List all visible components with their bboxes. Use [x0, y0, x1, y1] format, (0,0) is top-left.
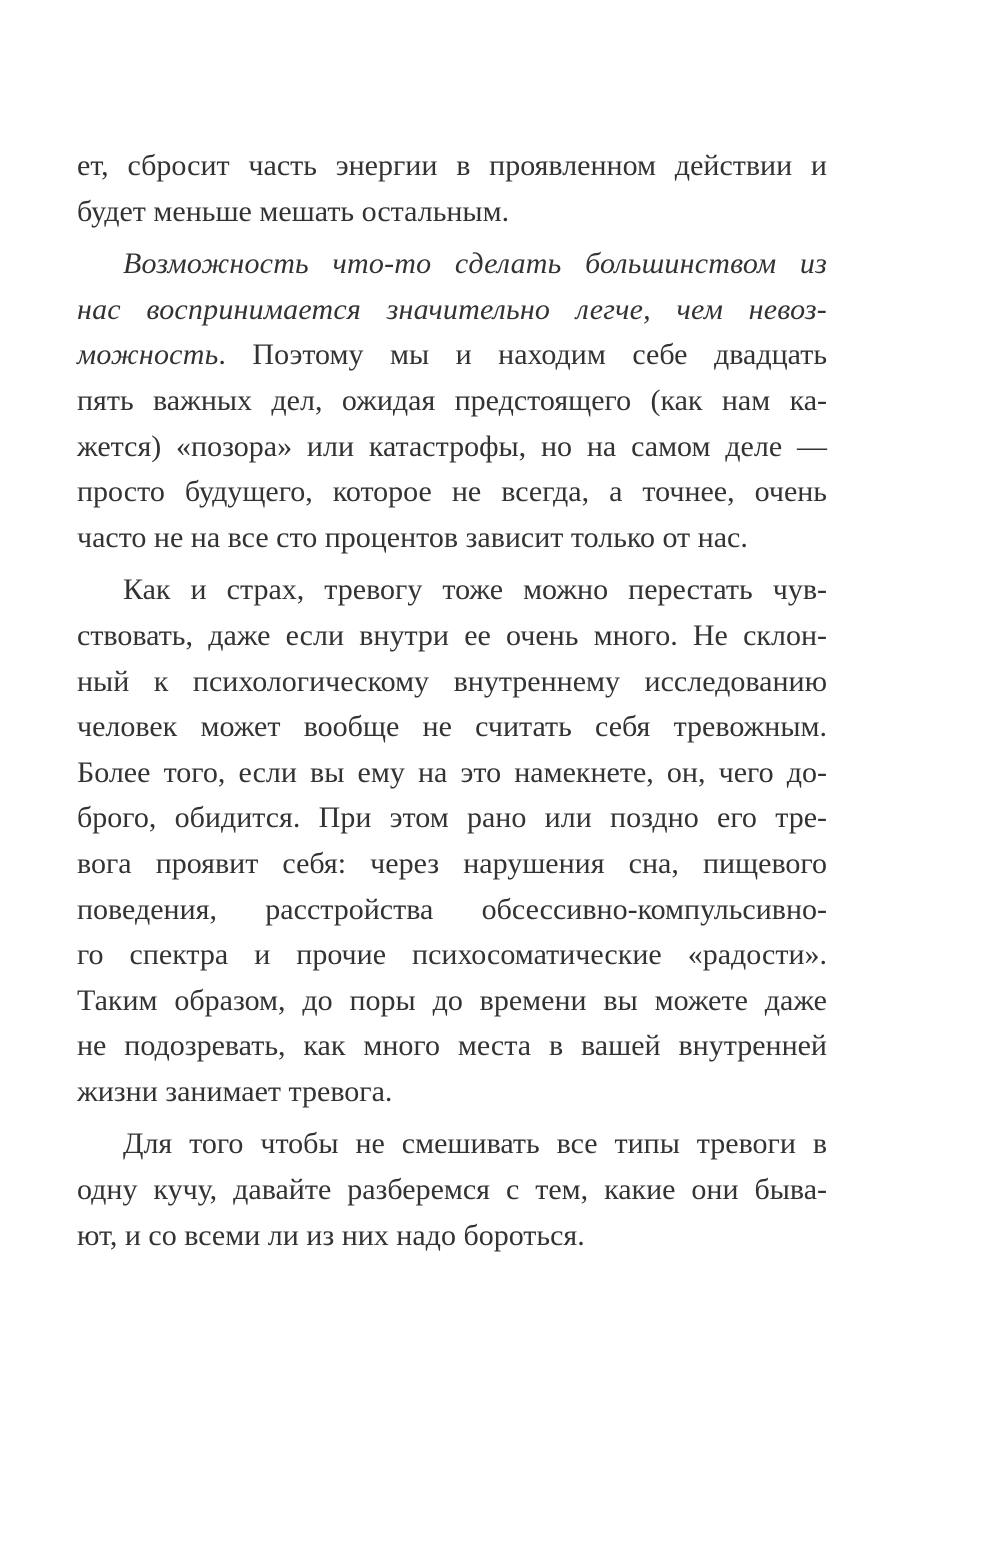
text-line: Более того, если вы ему на это намекнете, он, чего до- [77, 755, 827, 789]
text-line: жизни занимает тревога. [77, 1074, 393, 1108]
paragraph [77, 567, 827, 1114]
paragraph [77, 1121, 827, 1258]
text-line: человек может вообще не считать себя тревожным. [77, 710, 827, 744]
text-line: Таким образом, до поры до времени вы можете даже [77, 983, 827, 1017]
paragraph [77, 241, 827, 560]
text-line: будет меньше мешать остальным. [77, 194, 510, 228]
text-line: часто не на все сто процентов зависит только от нас. [77, 520, 748, 554]
text-line: го спектра и прочие психосоматические «радости». [77, 938, 827, 972]
text-line: Для того чтобы не смешивать все типы тревоги в [123, 1127, 827, 1161]
text-line: не подозревать, как много места в вашей внутренней [77, 1029, 827, 1063]
text-line: пять важных дел, ожидая предстоящего (как нам ка- [77, 383, 827, 417]
text-line: просто будущего, которое не всегда, а точнее, очень [77, 475, 827, 509]
text-line: нас воспринимается значительно легче, чем невоз- [77, 292, 827, 326]
text-line: вога проявит себя: через нарушения сна, пищевого [77, 846, 827, 880]
text-line: Возможность что-то сделать большинством из [123, 247, 827, 281]
text-line: ный к психологическому внутреннему исследованию [77, 664, 827, 698]
italic-text: можность [77, 338, 219, 372]
text-line: поведения, расстройства обсессивно-компульсивно- [77, 892, 827, 926]
text-line: жется) «позора» или катастрофы, но на самом деле — [77, 429, 827, 463]
text: . Поэтому мы и находим себе двадцать [218, 338, 827, 372]
text-line: брого, обидится. При этом рано или поздно его тре- [77, 801, 827, 835]
text-line: одну кучу, давайте разберемся с тем, какие они быва- [77, 1173, 827, 1207]
page-body [77, 143, 827, 1258]
text-line: ет, сбросит часть энергии в проявленном действии и [77, 149, 827, 182]
paragraph [77, 143, 827, 234]
text-line: Как и страх, тревогу тоже можно перестать чув- [123, 573, 827, 607]
text-line: ют, и со всеми ли из них надо бороться. [77, 1218, 585, 1252]
text-line: ствовать, даже если внутри ее очень много. Не склон- [77, 618, 827, 652]
text-line [77, 332, 827, 378]
